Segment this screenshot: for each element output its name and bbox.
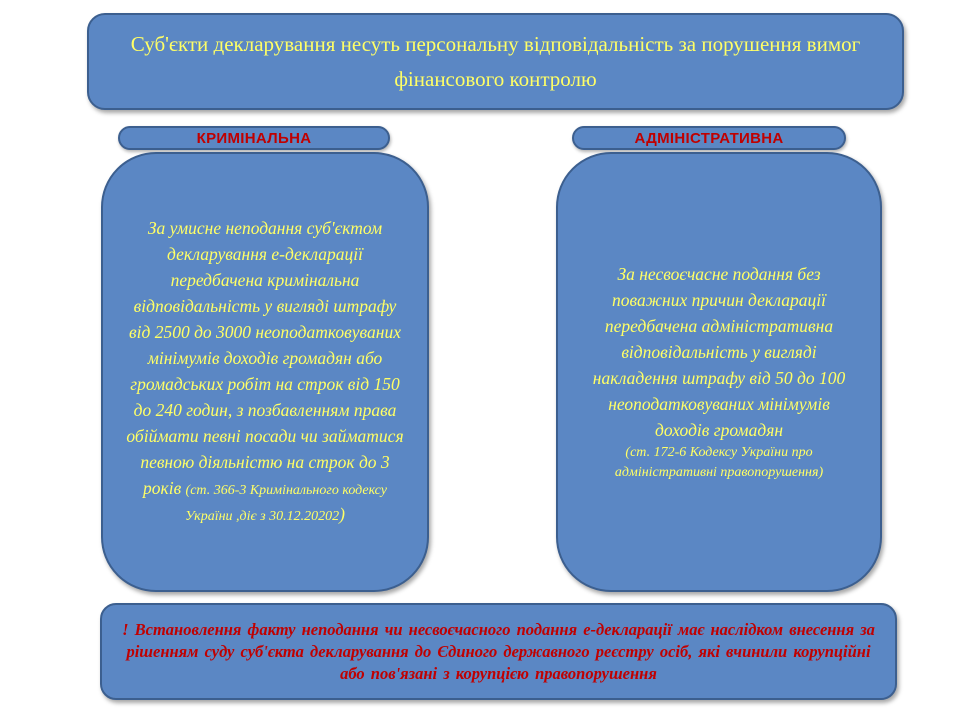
criminal-liability-text [125,215,405,527]
criminal-reference: (ст. 366-3 Кримінального кодексу України ,діє з 30.12.20202 [185,483,387,524]
title-text: Суб'єкти декларування несуть персональну відповідальність за порушення вимог фінансового контролю [130,31,861,91]
administrative-liability-text [580,261,858,443]
criminal-liability-box [101,152,429,592]
administrative-liability-box [556,152,882,592]
administrative-reference: (ст. 172-6 Кодексу України про адміністративні правопорушення) [614,445,824,480]
criminal-label: КРИМІНАЛЬНА [118,126,390,150]
criminal-main-text: За умисне неподання суб'єктом декларування е-декларації передбачена кримінальна відповідальність у вигляді штрафу від 2500 до 3000 неоподатковуваних мінімумів доходів громадян або громадських робіт на строк від 150 до 240 годин, з позбавленням права обіймати певні посади чи займатися певною діяльністю на строк до 3 років [126,218,404,498]
registry-note-text: ! Встановлення факту неподання чи несвоєчасного подання е-декларації має наслідком внесення за рішенням суду суб'єкта декларування до Єдиного державного реєстру осіб, які вчинили корупційні або пов'язані з корупцією правопорушення [122,619,875,683]
criminal-closing: ) [339,504,345,524]
administrative-main-text: За несвоєчасне подання без поважних причин декларації передбачена адміністративна відповідальність у вигляді накладення штрафу від 50 до 100 неоподатковуваних мінімумів доходів громадян [592,264,846,440]
administrative-label: АДМІНІСТРАТИВНА [572,126,846,150]
title-box [87,13,904,110]
registry-note-box [100,603,897,700]
